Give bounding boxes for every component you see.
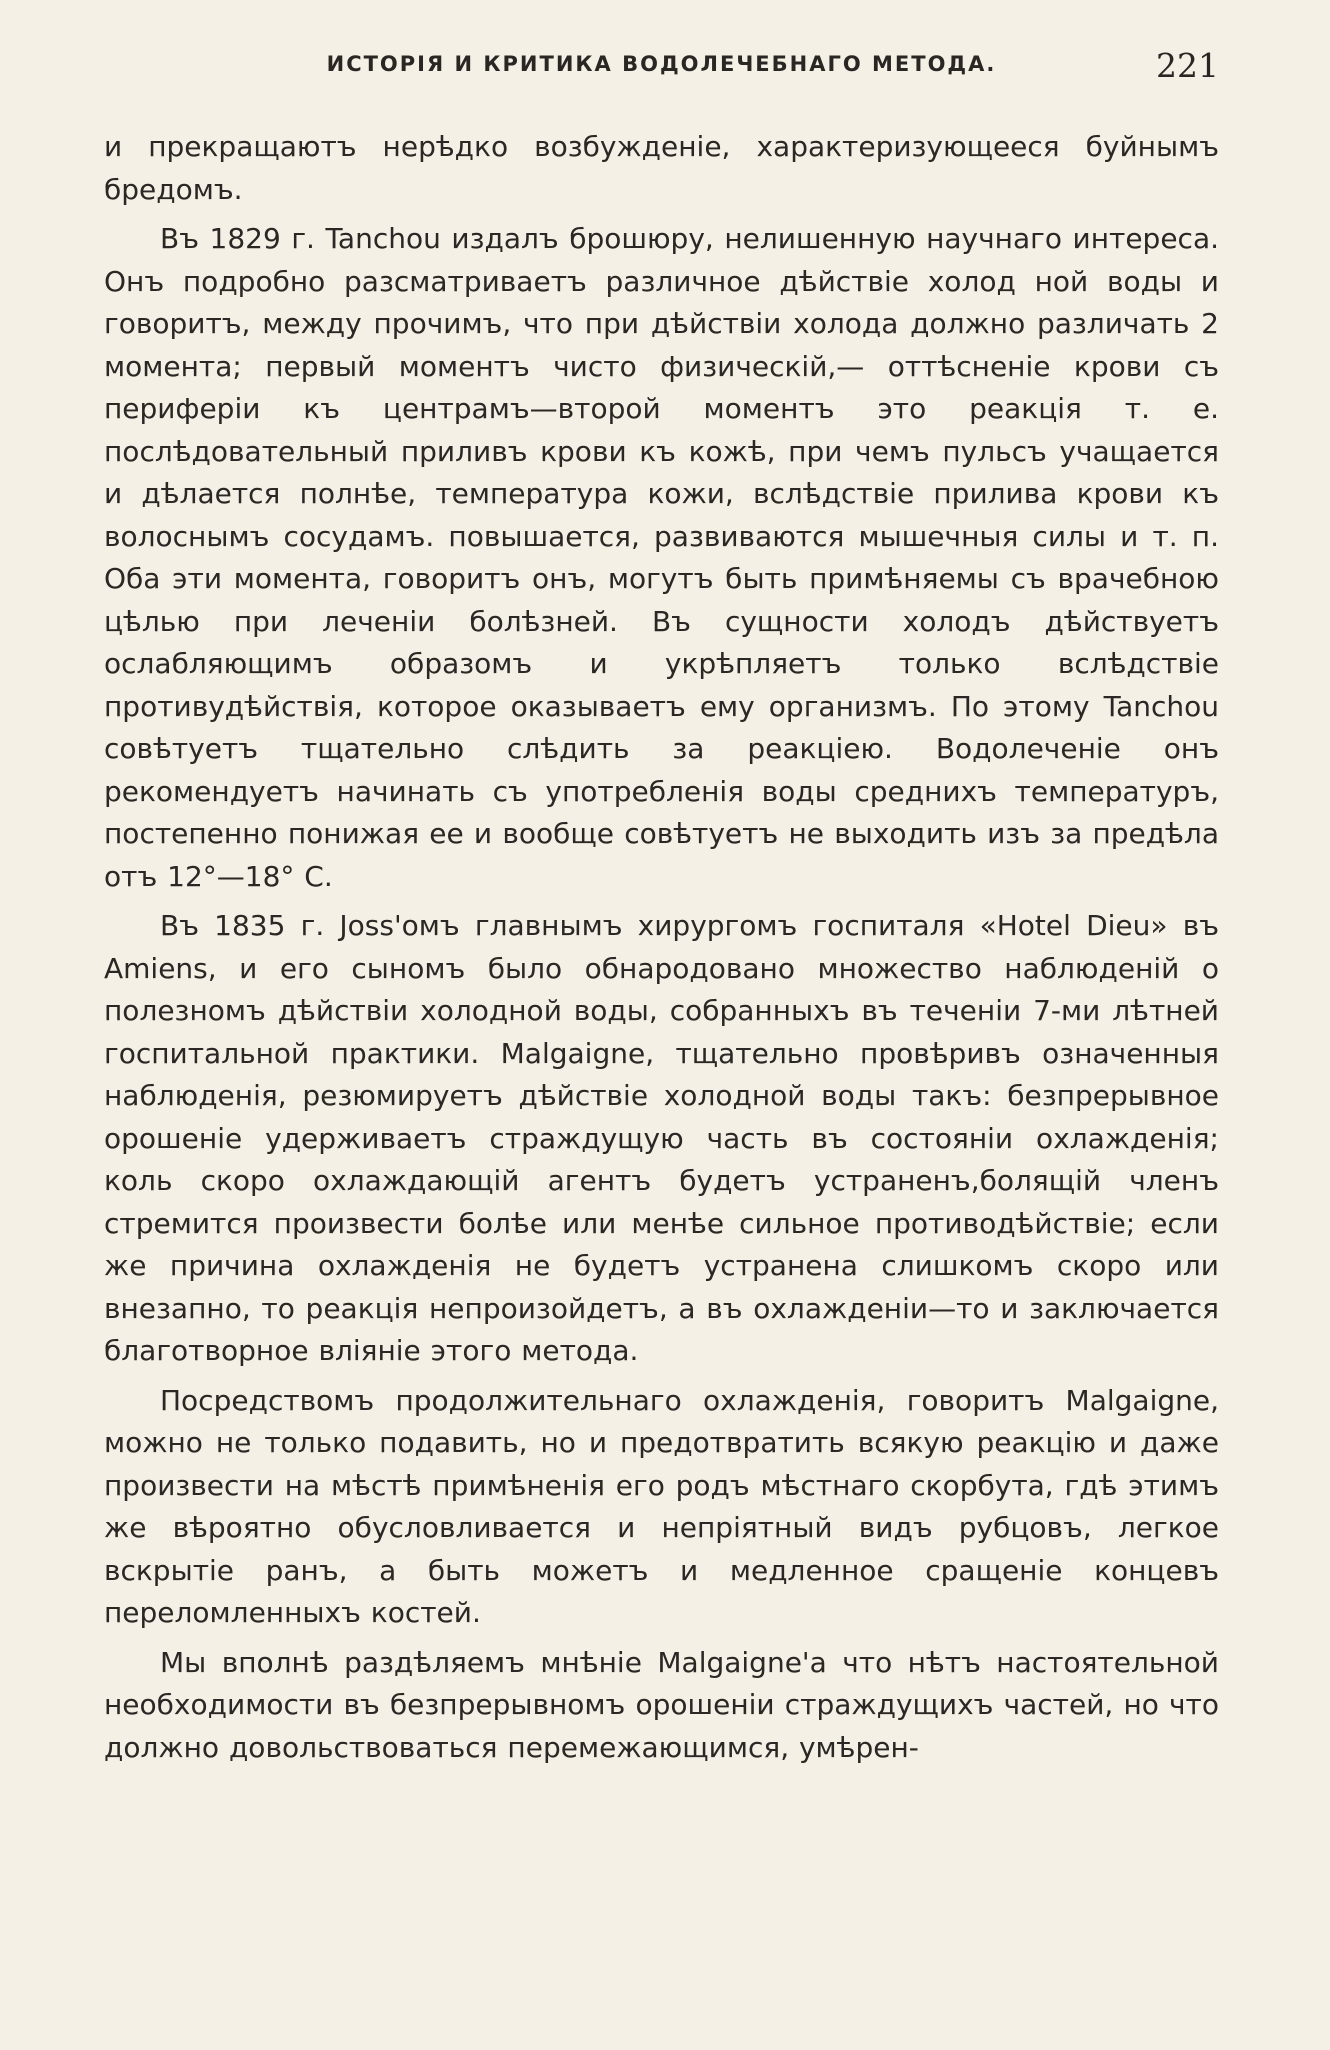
paragraph-tanchou: Въ 1829 г. Tanchou издалъ брошюру, нелишенную научнаго интереса. Онъ подробно разсматриваетъ различное дѣйствіе холод ной воды и говоритъ, между прочимъ, что при дѣйствіи холода должно различать 2 момента; первый моментъ чисто физическій,— оттѣсненіе крови съ периферіи къ центрамъ—второй моментъ это реакція т. е. послѣдовательный приливъ крови къ кожѣ, при чемъ пульсъ учащается и дѣлается полнѣе, температура кожи, вслѣдствіе прилива крови къ волоснымъ сосудамъ. повышается, развиваются мышечныя силы и т. п. Оба эти момента, говоритъ онъ, могутъ быть примѣняемы съ врачебною цѣлью при леченіи болѣзней. Въ сущности холодъ дѣйствуетъ ослабляющимъ образомъ и укрѣпляетъ только вслѣдствіе противудѣйствія, которое оказываетъ ему организмъ. По этому Tanchou совѣтуетъ тщательно слѣдить за реакціею. Водолеченіе онъ рекомендуетъ начинать съ употребленія воды среднихъ температуръ, постепенно понижая ее и вообще совѣтуетъ не выходить изъ за предѣла отъ 12°—18° C. (104, 222, 1219, 893)
paragraph-opinion: Мы вполнѣ раздѣляемъ мнѣніе Malgaigne'а что нѣтъ настоятельной необходимости въ безпрерывномъ орошеніи страждущихъ частей, но что должно довольствоваться перемежающимся, умѣрен- (104, 1645, 1219, 1764)
running-head: ИСТОРІЯ И КРИТИКА ВОДОЛЕЧЕБНАГО МЕТОДА. (326, 52, 997, 76)
paragraph-continuation: и прекращаютъ нерѣдко возбужденіе, характеризующееся буйнымъ бредомъ. (104, 130, 1219, 206)
page-number: 221 (1156, 46, 1219, 85)
body-text (104, 126, 1219, 1776)
page-header (104, 46, 1219, 86)
paragraph-malgaigne: Посредствомъ продолжительнаго охлажденія, говоритъ Malgaigne, можно не только подавить, но и предотвратить всякую реакцію и даже произвести на мѣстѣ примѣненія его родъ мѣстнаго скорбута, гдѣ этимъ же вѣроятно обусловливается и непріятный видъ рубцовъ, легкое вскрытіе ранъ, а быть можетъ и медленное сращеніе концевъ переломленныхъ костей. (104, 1383, 1219, 1629)
paragraph-joss: Въ 1835 г. Joss'омъ главнымъ хирургомъ госпиталя «Hotel Dieu» въ Amiens, и его сыномъ было обнародовано множество наблюденій о полезномъ дѣйствіи холодной воды, собранныхъ въ теченіи 7-ми лѣтней госпитальной практики. Malgaigne, тщательно провѣривъ означенныя наблюденія, резюмируетъ дѣйствіе холодной воды такъ: безпрерывное орошеніе удерживаетъ страждущую часть въ состояніи охлажденія; коль скоро охлаждающій агентъ будетъ устраненъ,болящій членъ стремится произвести болѣе или менѣе сильное противодѣйствіе; если же причина охлажденія не будетъ устранена слишкомъ скоро или внезапно, то реакція непроизойдетъ, а въ охлажденіи—то и заключается благотворное вліяніе этого метода. (104, 909, 1219, 1367)
